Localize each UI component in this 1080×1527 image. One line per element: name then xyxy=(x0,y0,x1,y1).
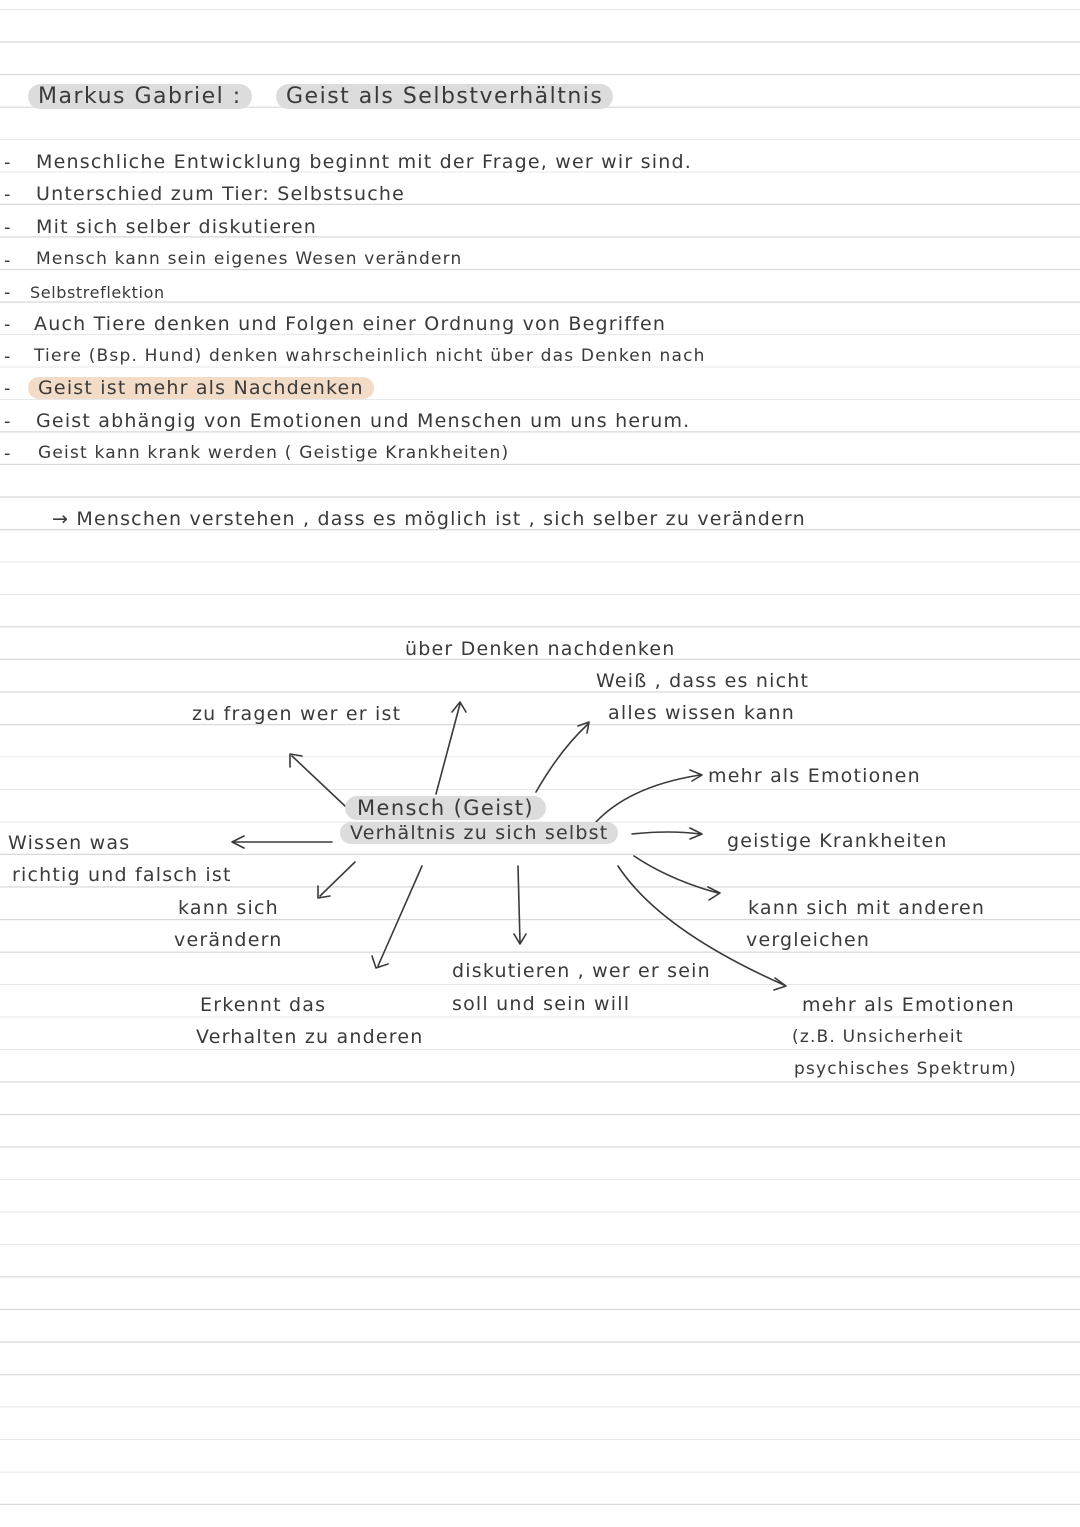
branch-bottom-line2: soll und sein will xyxy=(452,993,631,1015)
branch-top-right-line1: Weiß , dass es nicht xyxy=(596,670,810,692)
mindmap-center-subtitle: Verhältnis zu sich selbst xyxy=(340,822,618,844)
arrow-lower-right xyxy=(634,856,720,900)
branch-lower-left-line2: verändern xyxy=(174,929,283,951)
branch-lower-right-line1: kann sich mit anderen xyxy=(748,897,986,919)
bullet-dash: - xyxy=(4,282,11,303)
branch-left-line2: richtig und falsch ist xyxy=(12,864,232,886)
arrow-top xyxy=(436,702,466,794)
bullet-dash: - xyxy=(4,378,11,399)
bullet-item: Geist abhängig von Emotionen und Menschen um uns herum. xyxy=(36,410,691,432)
bullet-dash: - xyxy=(4,152,11,173)
branch-bottom-left-line2: Verhalten zu anderen xyxy=(196,1026,424,1048)
branch-bottom-right-line2: (z.B. Unsicherheit xyxy=(792,1027,964,1047)
bullet-dash: - xyxy=(4,184,11,205)
bullet-item: Geist kann krank werden ( Geistige Krankheiten) xyxy=(38,443,510,463)
bullet-dash: - xyxy=(4,314,11,335)
arrow-lower-left xyxy=(318,862,355,898)
arrow-right xyxy=(632,828,702,839)
bullet-item: Menschliche Entwicklung beginnt mit der Frage, wer wir sind. xyxy=(36,151,692,173)
branch-right-top: mehr als Emotionen xyxy=(708,765,921,787)
bullet-dash: - xyxy=(4,250,11,271)
mindmap-center-title: Mensch (Geist) xyxy=(345,796,546,820)
mindmap-center xyxy=(340,796,618,844)
branch-left-line1: Wissen was xyxy=(8,832,131,854)
branch-top: über Denken nachdenken xyxy=(405,638,676,660)
branch-lower-left-line1: kann sich xyxy=(178,897,279,919)
conclusion-line: → Menschen verstehen , dass es möglich ist , sich selber zu verändern xyxy=(52,508,806,530)
branch-bottom-left-line1: Erkennt das xyxy=(200,994,327,1016)
bullet-item: Mensch kann sein eigenes Wesen verändern xyxy=(36,249,463,269)
arrow-bottom-left xyxy=(372,866,422,968)
branch-lower-right-line2: vergleichen xyxy=(746,929,871,951)
bullet-item: Tiere (Bsp. Hund) denken wahrscheinlich nicht über das Denken nach xyxy=(34,346,706,366)
bullet-item: Mit sich selber diskutieren xyxy=(36,216,317,238)
branch-top-left: zu fragen wer er ist xyxy=(192,703,402,725)
arrow-bottom xyxy=(514,866,526,944)
bullet-dash: - xyxy=(4,346,11,367)
bullet-item: Auch Tiere denken und Folgen einer Ordnung von Begriffen xyxy=(34,313,667,335)
orange-highlight: Geist ist mehr als Nachdenken xyxy=(28,377,374,399)
branch-right: geistige Krankheiten xyxy=(727,830,948,852)
bullet-item: Unterschied zum Tier: Selbstsuche xyxy=(36,183,405,205)
heading-topic-highlight: Geist als Selbstverhältnis xyxy=(276,84,613,109)
heading-author-highlight: Markus Gabriel : xyxy=(28,84,252,109)
arrow-top-right xyxy=(536,722,589,792)
branch-bottom-right-line3: psychisches Spektrum) xyxy=(794,1059,1017,1079)
bullet-dash: - xyxy=(4,217,11,238)
bullet-item: Selbstreflektion xyxy=(30,283,165,302)
branch-bottom-line1: diskutieren , wer er sein xyxy=(452,960,711,982)
arrow-top-left xyxy=(290,754,345,806)
bullet-dash: - xyxy=(4,411,11,432)
branch-top-right-line2: alles wissen kann xyxy=(608,702,796,724)
branch-bottom-right-line1: mehr als Emotionen xyxy=(802,994,1015,1016)
arrow-left xyxy=(232,836,332,848)
bullet-dash: - xyxy=(4,443,11,464)
